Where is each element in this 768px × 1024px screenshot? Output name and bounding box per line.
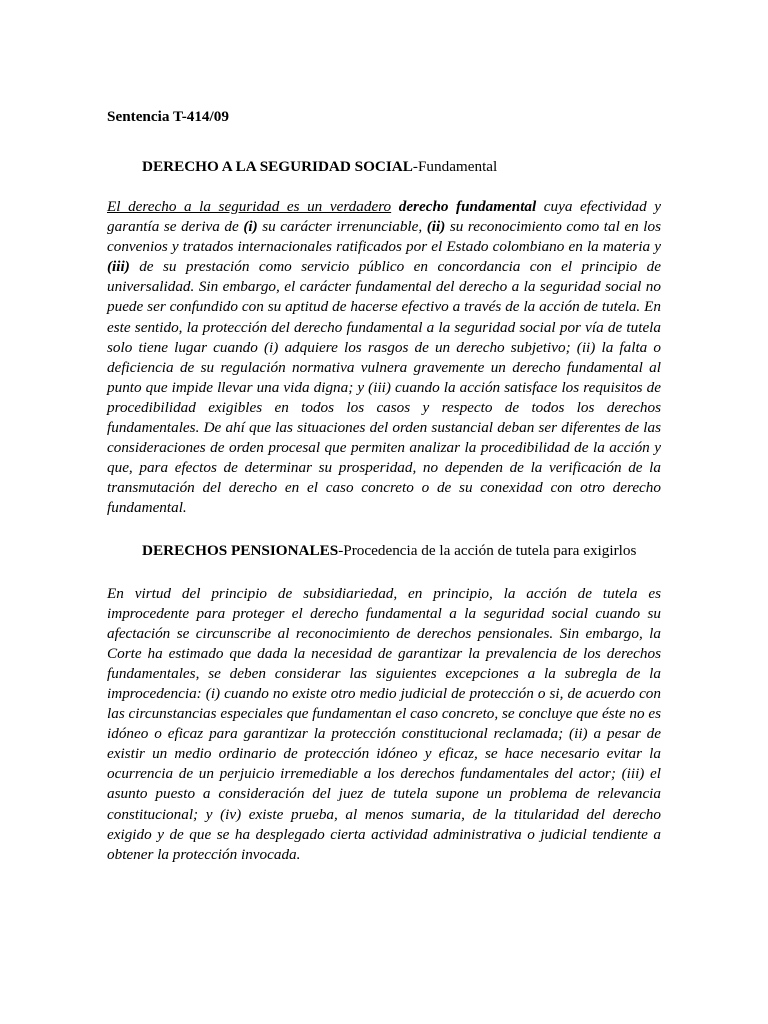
section1-underlined-text: El derecho a la seguridad es un verdadero — [107, 198, 392, 215]
section2-heading-rest: -Procedencia de la acción de tutela para exigirlos — [338, 541, 637, 559]
section1-marker-i: (i) — [243, 218, 258, 236]
section1-bold-term: derecho fundamental — [398, 198, 537, 215]
section1-marker-ii: (ii) — [426, 218, 446, 236]
section2-paragraph: En virtud del principio de subsidiariedad, en principio, la acción de tutela es improcedente para proteger el derecho fundamental a la seguridad social cuando su afectación se circunscribe al reconocimiento de derechos pensionales. Sin embargo, la Corte ha estimado que dada la necesidad de garantizar la prevalencia de los derechos fundamentales, se deben considerar las siguientes excepciones a la subregla de la improcedencia: (i) cuando no existe otro medio judicial de protección o si, de acuerdo con las circunstancias especiales que fundamentan el caso concreto, se concluye que éste no es idóneo o eficaz para garantizar la protección constitucional reclamada; (ii) a pesar de existir un medio ordinario de protección idóneo y eficaz, se hace necesario evitar la ocurrencia de un perjuicio irremediable a los derechos fundamentales del actor; (iii) el asunto puesto a consideración del juez de tutela supone un problema de relevancia constitucional; y (iv) existe prueba, al menos sumaria, de la titularidad del derecho exigido y de que se ha desplegado cierta actividad administrativa o judicial tendiente a obtener la protección invocada. — [107, 584, 661, 863]
section1-heading-bold: DERECHO A LA SEGURIDAD SOCIAL — [142, 158, 413, 175]
section1-text-a: cuya efectividad y garantía se deriva de — [107, 198, 661, 236]
section1-text-d: de su prestación como servicio público en concordancia con el principio de universalidad. Sin embargo, el carácter fundamental del derecho a la seguridad social no puede ser confundido con su aptitud de hacerse efectivo a través de la acción de tutela. En este sentido, la protección del derecho fundamental a la seguridad social por vía de tutela solo tiene lugar cuando (i) adquiere los rasgos de un derecho subjetivo; (ii) la falta o deficiencia de su regulación normativa vulnera gravemente un derecho fundamental al punto que impide llevar una vida digna; y (iii) cuando la acción satisface los requisitos de procedibilidad exigibles en todos los casos y respecto de todos los derechos fundamentales. De ahí que las situaciones del orden sustancial deban ser diferentes de las consideraciones de orden procesal que permiten analizar la procedibilidad de la acción y que, para efectos de determinar su prosperidad, no dependen de la verificación de la transmutación del derecho en el caso concreto o de su conexidad con otro derecho fundamental. — [107, 258, 661, 517]
section1-marker-iii: (iii) — [107, 258, 130, 276]
section2-heading-bold: DERECHOS PENSIONALES — [142, 541, 339, 559]
section1-heading-rest: -Fundamental — [412, 158, 498, 175]
section1-text-b: su carácter irrenunciable, — [257, 218, 427, 236]
section2-heading — [142, 541, 661, 561]
section1-heading — [142, 157, 661, 177]
section1-text-c: su reconocimiento como tal en los convenios y tratados internacionales ratificados por el Estado colombiano en la materia y — [107, 218, 662, 256]
document-title: Sentencia T-414/09 — [107, 108, 229, 125]
section1-paragraph — [107, 197, 661, 519]
